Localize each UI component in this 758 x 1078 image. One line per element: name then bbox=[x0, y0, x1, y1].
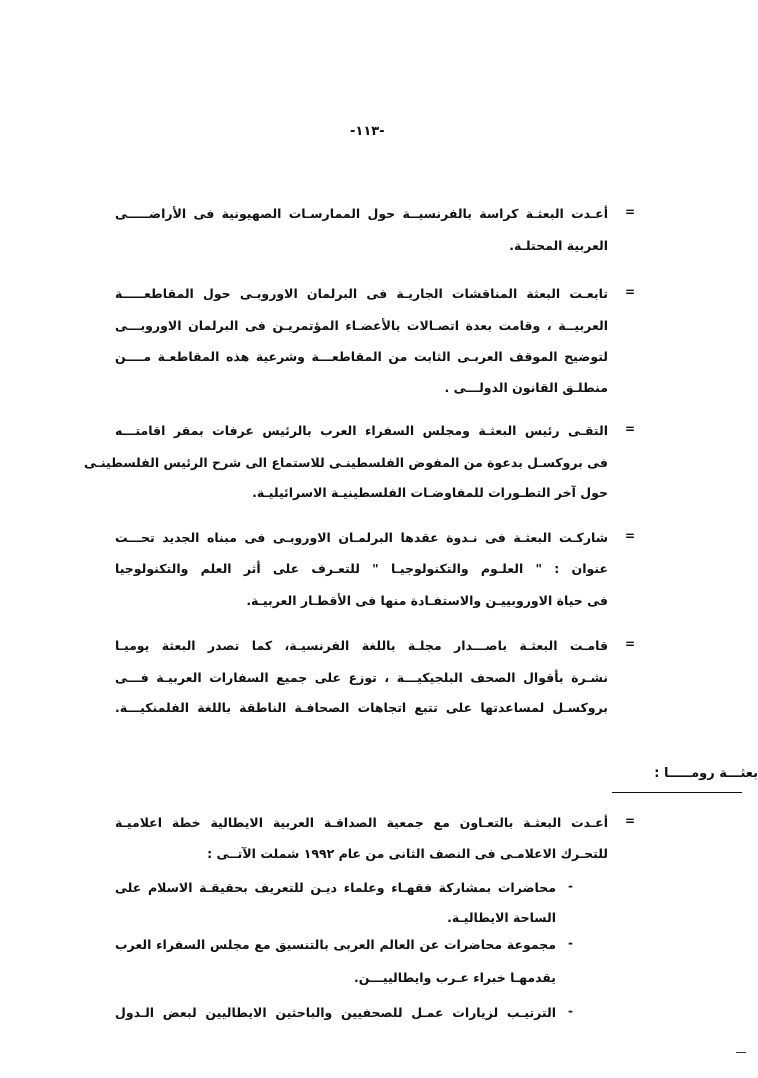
rome-item-line: مجموعة محاضرات عن العالم العربى بالتنسيق مع مجلس السفراء العرب bbox=[115, 937, 556, 952]
rome-item-line: الساحة الايطاليـة. bbox=[447, 910, 556, 925]
section-heading: بعثـــة رومـــــا : bbox=[654, 766, 758, 781]
bullet-marker: - bbox=[568, 936, 573, 950]
paragraph-line: بروكسـل لمساعدتها على تتبع اتجاهات الصحافـة الناطقة باللغة الفلمنكيـــة. bbox=[115, 700, 608, 715]
bullet-marker: - bbox=[568, 1004, 573, 1018]
paragraph-line: حول آخر التطـورات للمفاوضـات الفلسطينيـة الاسرائيليـة. bbox=[252, 485, 608, 500]
rome-intro-line: للتحـرك الاعلامـى فى النصف الثانى من عام ١٩٩٢ شملت الآتــى : bbox=[207, 846, 608, 861]
paragraph-line: قامـت البعثـة باصـــدار مجلـة باللغة الفرنسيـة، كما تصدر البعثة يوميـا bbox=[115, 638, 608, 653]
paragraph-line: لتوضيح الموقف العربـى الثابت من المقاطعـــة وشرعية هذه المقاطعـة مــــن bbox=[115, 349, 608, 364]
bullet-marker: - bbox=[568, 879, 573, 893]
page-number: -١١٣- bbox=[350, 124, 385, 139]
bullet-marker: = bbox=[625, 285, 636, 299]
paragraph-line: فى بروكسـل بدعوة من المفوض الفلسطينـى للاستماع الى شرح الرئيس الفلسطينـى bbox=[84, 455, 608, 470]
scan-mark bbox=[736, 1052, 746, 1053]
paragraph-line: العربيــة ، وقامت بعدة اتصـالات بالأعضـاء المؤتمريـن فى البرلمان الاوروبـــى bbox=[115, 318, 608, 333]
bullet-marker: = bbox=[625, 422, 636, 436]
heading-underline bbox=[612, 792, 742, 793]
paragraph-line: التقـى رئيس البعثـة ومجلس السفراء العرب بالرئيس عرفات بمقر اقامتـــه bbox=[115, 423, 608, 438]
rome-intro-line: أعـدت البعثـة بالتعـاون مع جمعية الصداقـة العربية الايطالية خطة اعلاميـة bbox=[115, 815, 608, 830]
bullet-marker: = bbox=[625, 529, 636, 543]
paragraph-line: عنوان : " العلـوم والتكنولوجيـا " للتعـرف على أثر العلم والتكنولوجيا bbox=[115, 561, 608, 576]
rome-item-line: يقدمهـا خبراء عـرب وايطالييـــن. bbox=[354, 970, 556, 985]
paragraph-line: منطلـق القانون الدولـــى . bbox=[444, 380, 608, 395]
paragraph-line: أعـدت البعثـة كراسة بالفرنسيــة حول الممارسـات الصهيونية فى الأراضـــــى bbox=[115, 206, 608, 221]
rome-item-line: الترتيـب لزيارات عمـل للصحفيين والباحثين الايطاليين لبعض الـدول bbox=[115, 1005, 556, 1020]
paragraph-line: تابعـت البعثة المناقشات الجاريـة فى البرلمان الاوروبـى حول المقاطعـــــة bbox=[115, 286, 608, 301]
bullet-marker: = bbox=[625, 637, 636, 651]
bullet-marker: = bbox=[625, 205, 636, 219]
paragraph-line: فى حياة الاوروبييـن والاستفـادة منها فى الأقطـار العربيـة. bbox=[246, 593, 608, 608]
rome-item-line: محاضرات بمشاركة فقهـاء وعلماء ديـن للتعريف بحقيقـة الاسلام على bbox=[115, 880, 556, 895]
bullet-marker: = bbox=[625, 814, 636, 828]
paragraph-line: شاركـت البعثـة فى نـدوة عقدها البرلمـان الاوروبـى فى مبناه الجديد تحـــت bbox=[115, 530, 608, 545]
paragraph-line: العربية المحتلـة. bbox=[509, 238, 608, 253]
paragraph-line: نشـرة بأقوال الصحف البلجيكيـــة ، توزع على جميع السفارات العربيـة فـــى bbox=[115, 670, 608, 685]
